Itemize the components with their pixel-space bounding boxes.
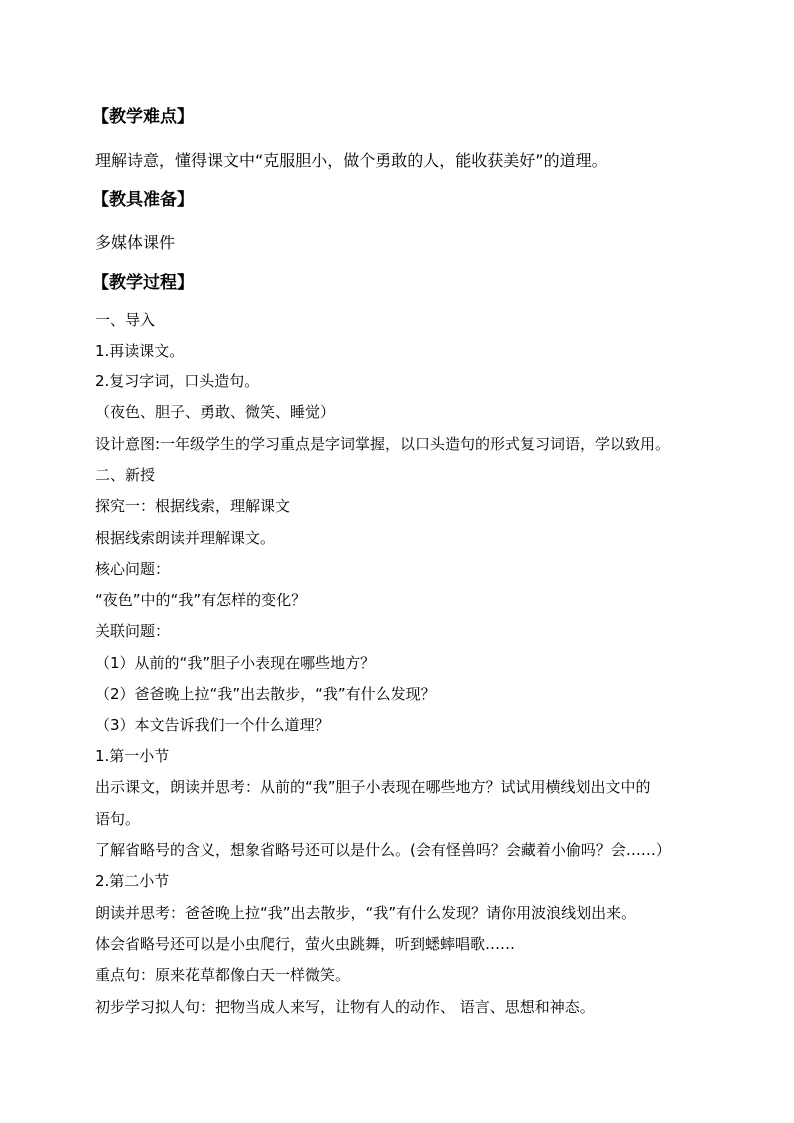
body-line: 了解省略号的含义，想象省略号还可以是什么。(会有怪兽吗？会藏着小偷吗？会……）	[95, 841, 671, 859]
heading-teaching-process: 【教学过程】	[92, 273, 194, 293]
difficulty-text: 理解诗意，懂得课文中“克服胆小，做个勇敢的人，能收获美好”的道理。	[95, 151, 608, 170]
body-line: （1）从前的“我”胆子小表现在哪些地方？	[95, 654, 376, 672]
body-line: 语句。	[95, 810, 141, 828]
body-line: （2）爸爸晚上拉“我”出去散步，“我”有什么发现？	[95, 685, 436, 703]
body-line: （3）本文告诉我们一个什么道理？	[95, 716, 330, 734]
body-line: 重点句：原来花草都像白天一样微笑。	[95, 966, 351, 984]
body-line: 1.再读课文。	[95, 342, 185, 360]
body-line: 1.第一小节	[95, 747, 170, 765]
heading-teaching-tools: 【教具准备】	[92, 190, 194, 210]
body-line: 朗读并思考：爸爸晚上拉“我”出去散步，“我”有什么发现？请你用波浪线划出来。	[95, 904, 637, 922]
body-line: 出示课文，朗读并思考：从前的“我”胆子小表现在哪些地方？试试用横线划出文中的	[95, 778, 651, 796]
body-line: 二、新授	[95, 466, 156, 484]
tools-text: 多媒体课件	[95, 233, 176, 252]
body-line: 核心问题：	[95, 560, 171, 578]
body-line: 体会省略号还可以是小虫爬行，萤火虫跳舞，听到蟋蟀唱歌……	[95, 935, 516, 953]
body-line: “夜色”中的“我”有怎样的变化？	[95, 591, 307, 609]
body-line: 一、导入	[95, 311, 156, 329]
body-line: （夜色、胆子、勇敢、微笑、睡觉）	[95, 403, 336, 421]
body-line: 探究一：根据线索，理解课文	[95, 497, 291, 515]
body-line: 设计意图:一年级学生的学习重点是字词掌握，以口头造句的形式复习词语，学以致用。	[95, 435, 671, 453]
body-line: 2.第二小节	[95, 872, 170, 890]
body-line: 初步学习拟人句：把物当成人来写，让物有人的动作、 语言、思想和神态。	[95, 998, 595, 1016]
body-line: 关联问题：	[95, 622, 171, 640]
body-line: 根据线索朗读并理解课文。	[95, 529, 276, 547]
heading-teaching-difficulty: 【教学难点】	[92, 107, 194, 127]
body-line: 2.复习字词，口头造句。	[95, 372, 260, 390]
